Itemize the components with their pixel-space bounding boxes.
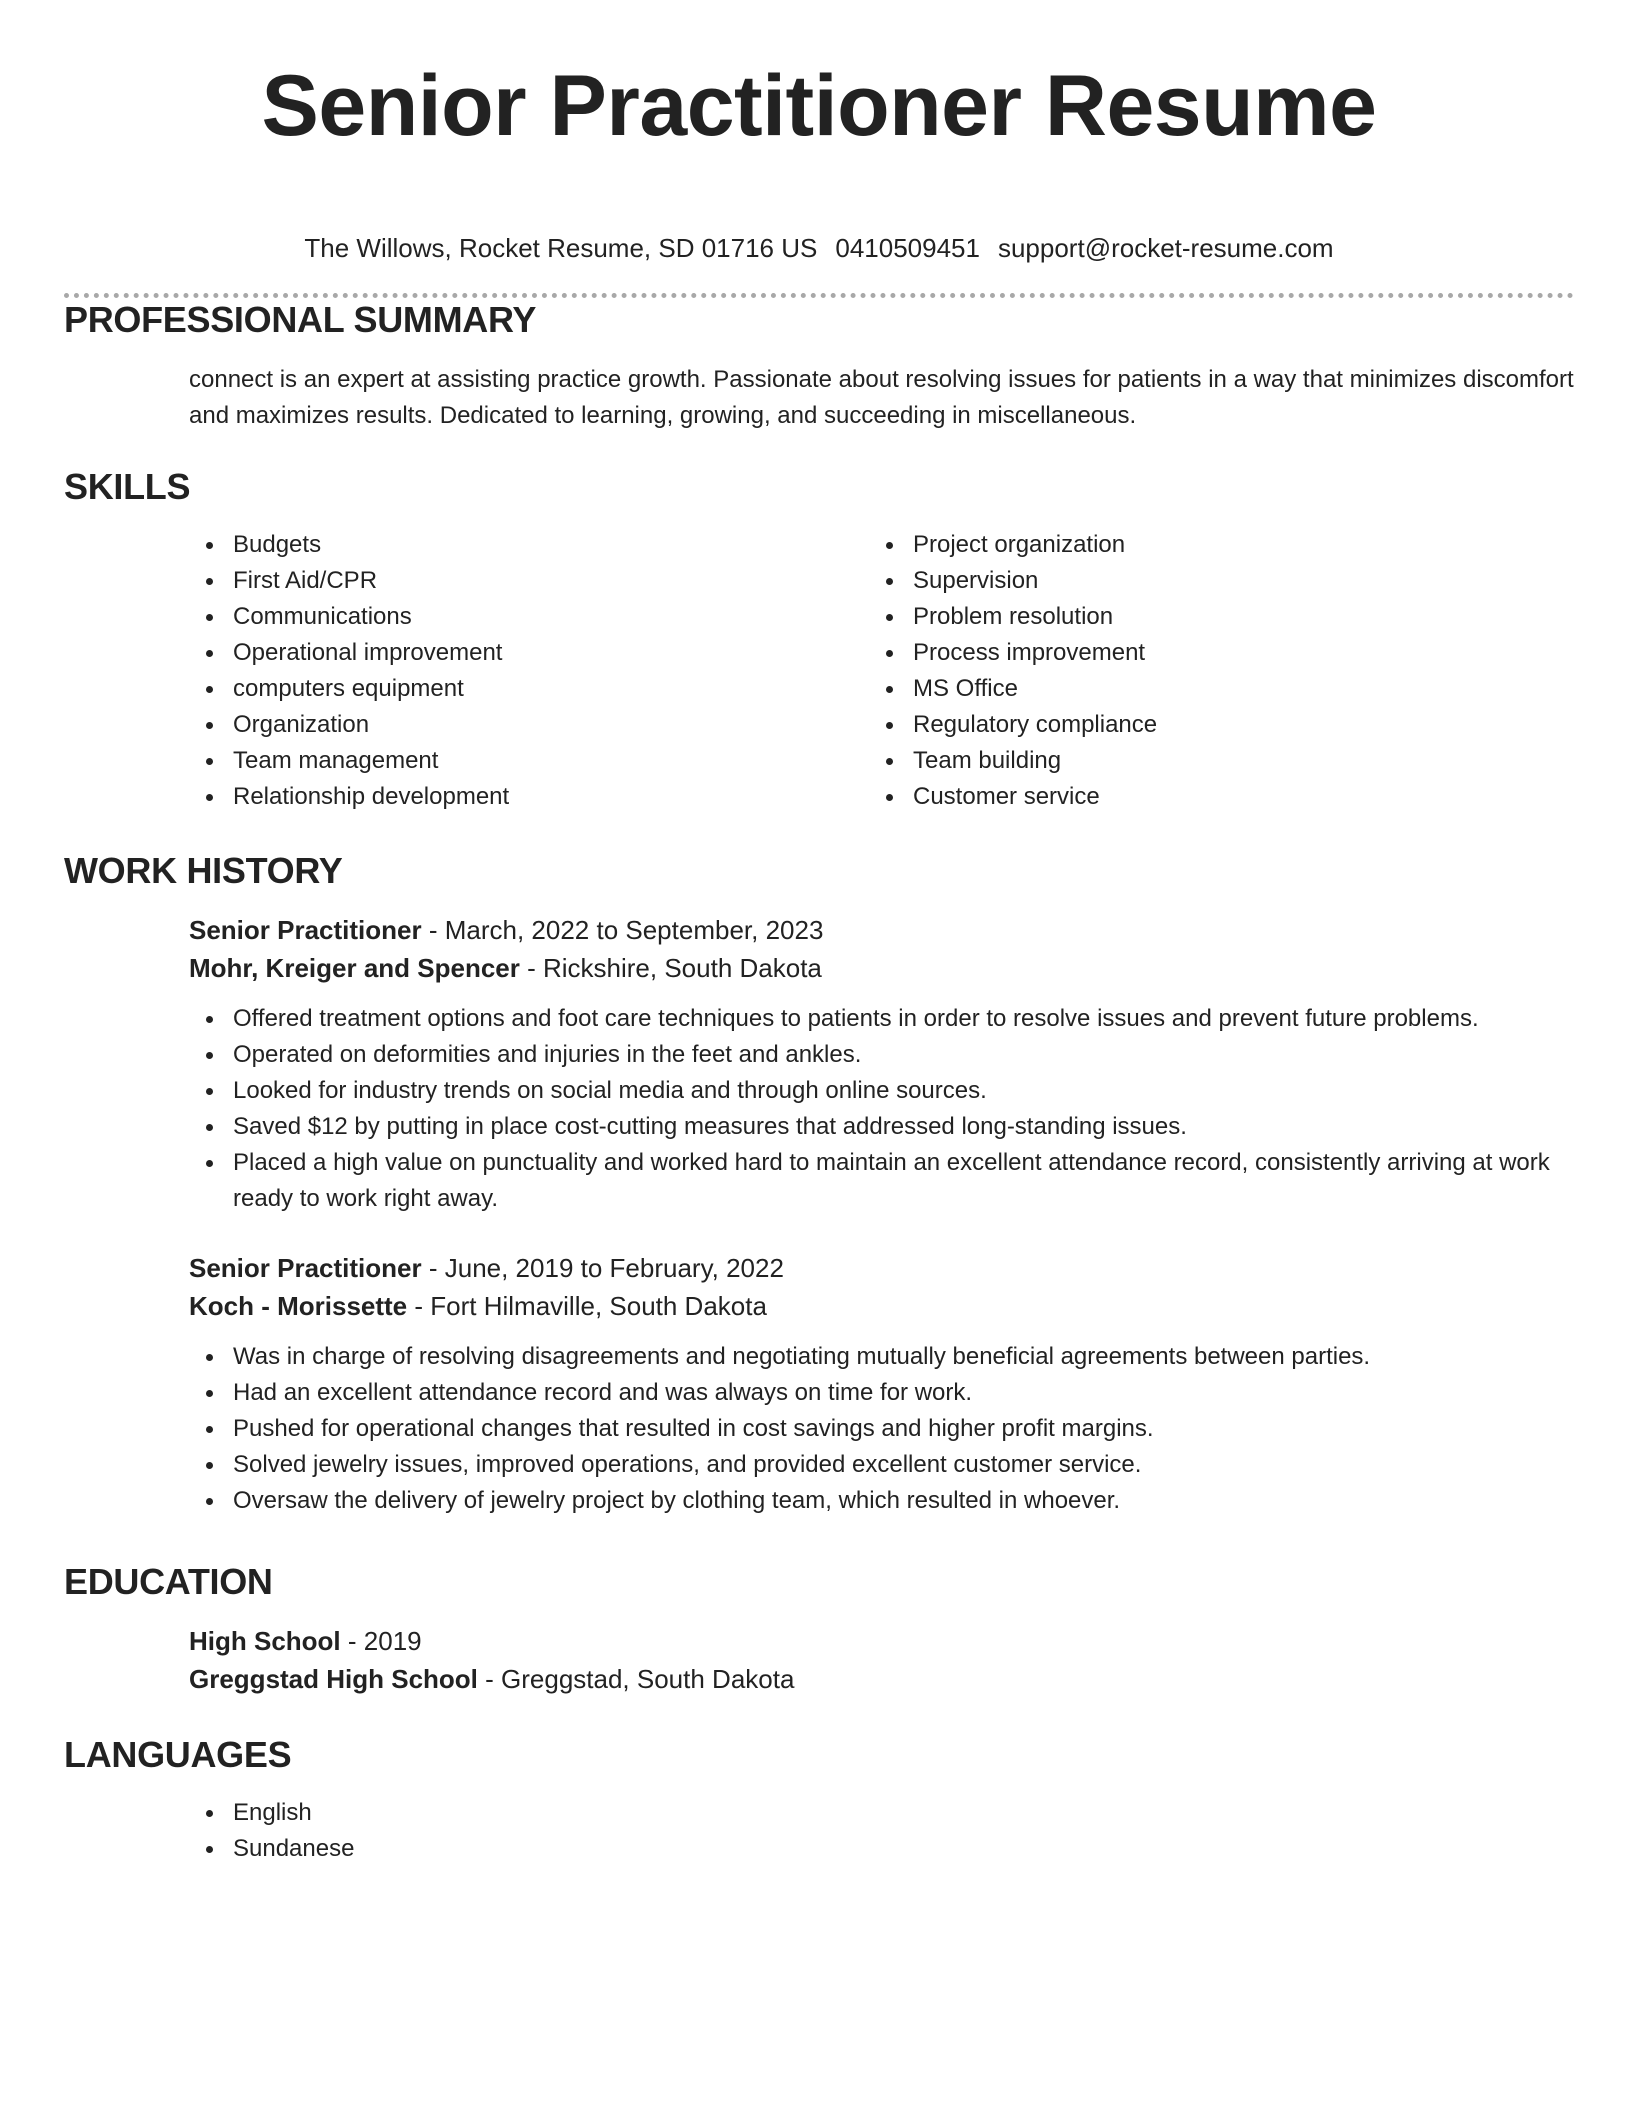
education-section [64,1560,1574,1698]
skill-item: First Aid/CPR [189,563,869,599]
contact-phone: 0410509451 [835,233,980,263]
skills-right-list [869,527,1549,815]
contact-line [64,232,1574,264]
skills-heading: SKILLS [64,466,191,507]
skill-item: Customer service [869,779,1549,815]
skill-item: Operational improvement [189,635,869,671]
skill-item: Organization [189,707,869,743]
skill-item: Problem resolution [869,599,1549,635]
contact-address: The Willows, Rocket Resume, SD 01716 US [304,233,818,263]
job-duties-list [189,1001,1574,1217]
skill-item: Communications [189,599,869,635]
languages-section [64,1733,1574,1867]
summary-text: connect is an expert at assisting practice growth. Passionate about resolving issues for patients in a way that minimizes discomfort and maximizes results. Dedicated to learning, growing, and succeeding in miscellaneous. [189,366,1574,429]
job-duty: Offered treatment options and foot care techniques to patients in order to resolve issues and prevent future problems. [189,1001,1574,1037]
job-location: - Fort Hilmaville, South Dakota [407,1291,767,1321]
job-dates: - June, 2019 to February, 2022 [421,1253,784,1283]
job-title-line [189,1249,1574,1287]
language-item: English [189,1795,1574,1831]
job-duty: Pushed for operational changes that resulted in cost savings and higher profit margins. [189,1411,1574,1447]
job-duty: Operated on deformities and injuries in the feet and ankles. [189,1037,1574,1073]
resume-page [64,0,1574,1862]
job-company-line [189,949,1574,987]
job-duty: Looked for industry trends on social media and through online sources. [189,1073,1574,1109]
skill-item: Process improvement [869,635,1549,671]
skills-left-list [189,527,869,815]
job-dates: - March, 2022 to September, 2023 [421,915,824,945]
job-duties-list [189,1339,1574,1519]
job-company: Mohr, Kreiger and Spencer [189,953,520,983]
skills-grid [189,527,1574,815]
skills-section [64,465,1574,815]
job-duty: Solved jewelry issues, improved operations, and provided excellent customer service. [189,1447,1574,1483]
education-degree: High School [189,1626,341,1656]
job-company-line [189,1287,1574,1325]
education-location: - Greggstad, South Dakota [477,1664,795,1694]
education-school: Greggstad High School [189,1664,478,1694]
job-duty: Had an excellent attendance record and was always on time for work. [189,1375,1574,1411]
job-duty: Was in charge of resolving disagreements and negotiating mutually beneficial agreements between parties. [189,1339,1574,1375]
work-heading: WORK HISTORY [64,850,343,891]
language-item: Sundanese [189,1831,1574,1867]
education-heading: EDUCATION [64,1561,273,1602]
resume-title: Senior Practitioner Resume [261,58,1377,154]
contact-email: support@rocket-resume.com [997,233,1334,263]
job-duty: Saved $12 by putting in place cost-cutting measures that addressed long-standing issues. [189,1109,1574,1145]
job-company: Koch - Morissette [189,1291,408,1321]
education-school-line [189,1660,1574,1698]
languages-heading: LANGUAGES [64,1734,292,1775]
education-degree-line [189,1622,1574,1660]
skill-item: MS Office [869,671,1549,707]
summary-heading: PROFESSIONAL SUMMARY [64,299,537,340]
skill-item: Budgets [189,527,869,563]
summary-section [64,298,1574,434]
education-entry [189,1622,1574,1698]
job-duty: Placed a high value on punctuality and worked hard to maintain an excellent attendance record, consistently arriving at work ready to work right away. [189,1145,1574,1217]
skill-item: Project organization [869,527,1549,563]
education-year: - 2019 [340,1626,422,1656]
job-location: - Rickshire, South Dakota [519,953,822,983]
skill-item: Relationship development [189,779,869,815]
job-role: Senior Practitioner [189,915,422,945]
job-duty: Oversaw the delivery of jewelry project by clothing team, which resulted in whoever. [189,1483,1574,1519]
languages-list [189,1795,1574,1867]
skill-item: Team management [189,743,869,779]
skill-item: Team building [869,743,1549,779]
skill-item: computers equipment [189,671,869,707]
job-title-line [189,911,1574,949]
skill-item: Regulatory compliance [869,707,1549,743]
job-role: Senior Practitioner [189,1253,422,1283]
job-entry [189,1249,1574,1519]
skill-item: Supervision [869,563,1549,599]
job-entry [189,911,1574,1217]
work-section [64,849,1574,1519]
